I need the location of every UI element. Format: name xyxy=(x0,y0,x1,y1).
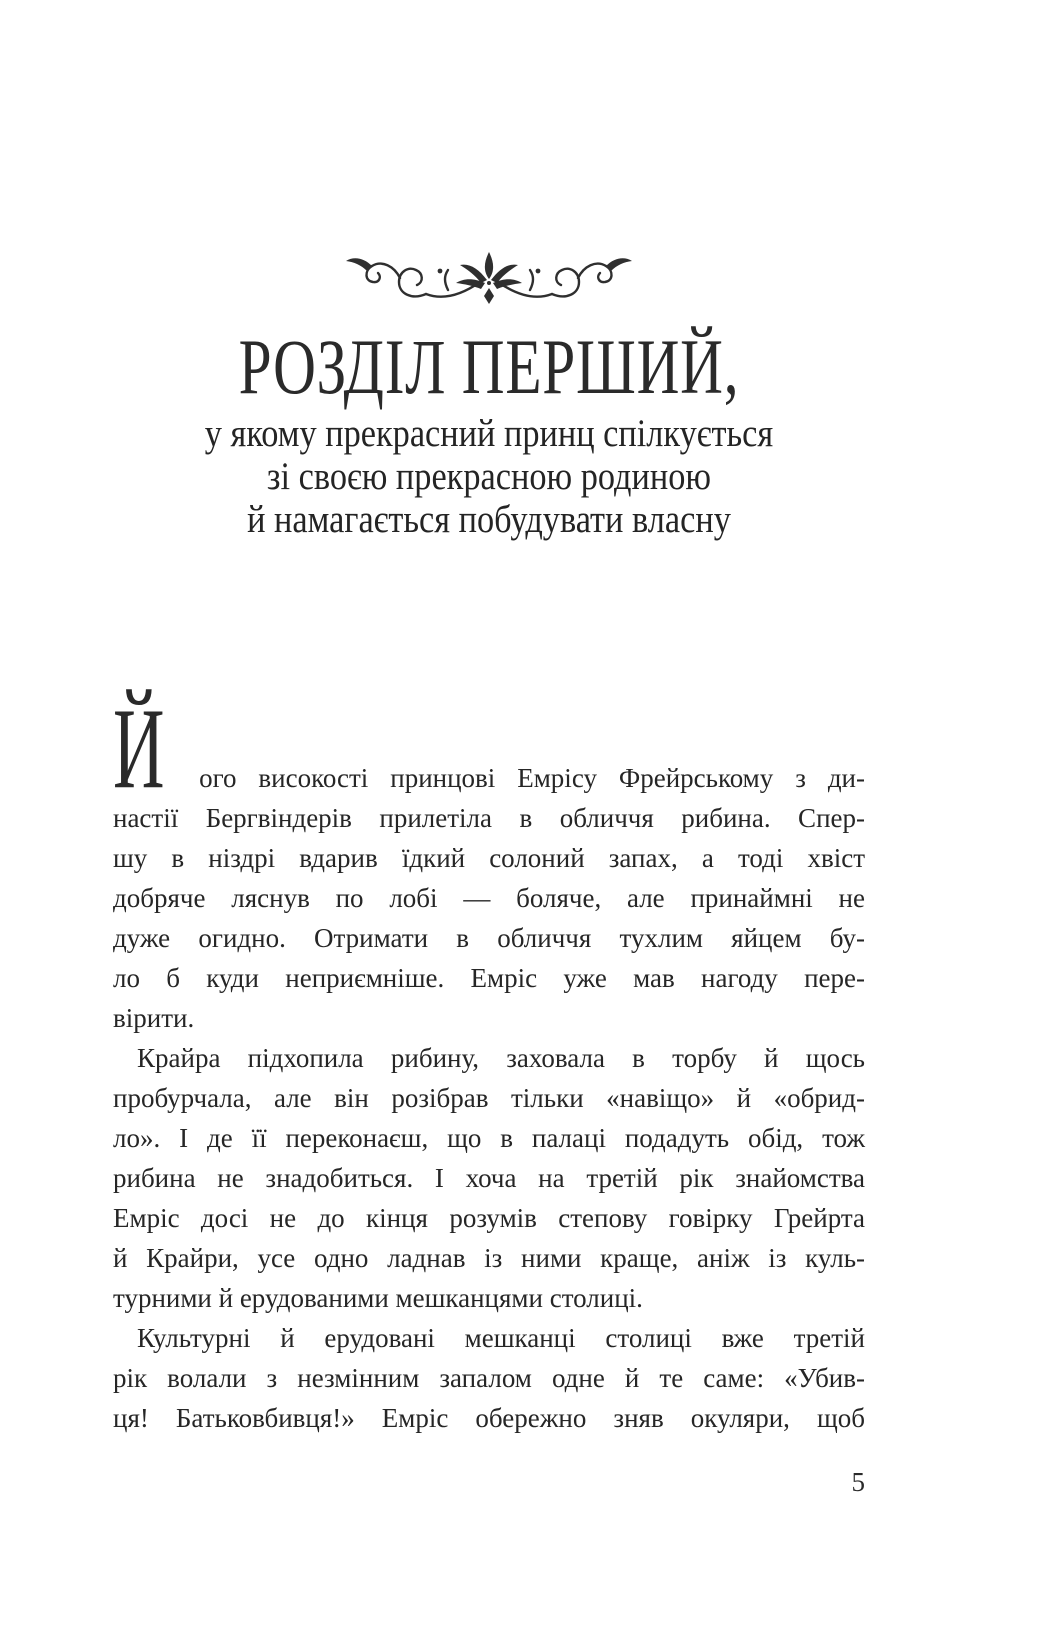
text-line: й Крайри, усе одно ладнав із ними краще, аніж із куль- xyxy=(113,1243,865,1273)
text-line: пробурчала, але він розібрав тільки «навіщо» й «обрид- xyxy=(113,1083,865,1113)
text-line: рибина не знадобиться. І хоча на третій рік знайомства xyxy=(113,1163,865,1193)
flourish-icon xyxy=(344,250,634,314)
chapter-body xyxy=(113,685,865,1438)
raised-initial-letter: Й xyxy=(113,685,165,812)
text-line: турними й ерудованими мешканцями столиці. xyxy=(113,1283,643,1313)
text-line: настії Бергвіндерів прилетіла в обличчя рибина. Спер- xyxy=(113,803,865,833)
chapter-subtitle xyxy=(158,412,820,541)
chapter-subtitle-line: зі своєю прекрасною родиною xyxy=(266,455,712,498)
chapter-subtitle-line: й намагається побудувати власну xyxy=(247,498,731,541)
text-line: ло». І де її переконаєш, що в палаці подадуть обід, тож xyxy=(113,1123,865,1153)
page-number: 5 xyxy=(851,1467,865,1497)
paragraph xyxy=(113,1318,865,1438)
text-line: дуже огидно. Отримати в обличчя тухлим яйцем бу- xyxy=(113,923,865,953)
paragraph xyxy=(113,1038,865,1318)
chapter-title: РОЗДІЛ ПЕРШИЙ, xyxy=(238,323,740,410)
text-line: вірити. xyxy=(113,1003,195,1033)
text-line: ця! Батьковбивця!» Емріс обережно зняв окуляри, щоб xyxy=(113,1403,865,1433)
text-line: рік волали з незмінним запалом одне й те саме: «Убив- xyxy=(113,1363,865,1393)
chapter-ornament xyxy=(344,250,634,314)
text-line: Культурні й ерудовані мешканці столиці вже третій xyxy=(137,1323,865,1353)
paragraph xyxy=(113,685,865,1038)
text-line: ло б куди неприємніше. Емріс уже мав нагоду пере- xyxy=(113,963,865,993)
text-line: Й ого високості принцові Емрісу Фрейрському з ди- xyxy=(113,685,865,812)
chapter-subtitle-line: у якому прекрасний принц спілкується xyxy=(204,412,774,455)
text-line: добряче ляснув по лобі — боляче, але принаймні не xyxy=(113,883,865,913)
text-line: Емріс досі не до кінця розумів степову говірку Грейрта xyxy=(113,1203,865,1233)
text-line: шу в ніздрі вдарив їдкий солоний запах, а тоді хвіст xyxy=(113,843,865,873)
text-block xyxy=(113,0,865,1630)
text-line: Крайра підхопила рибину, заховала в торбу й щось xyxy=(137,1043,865,1073)
